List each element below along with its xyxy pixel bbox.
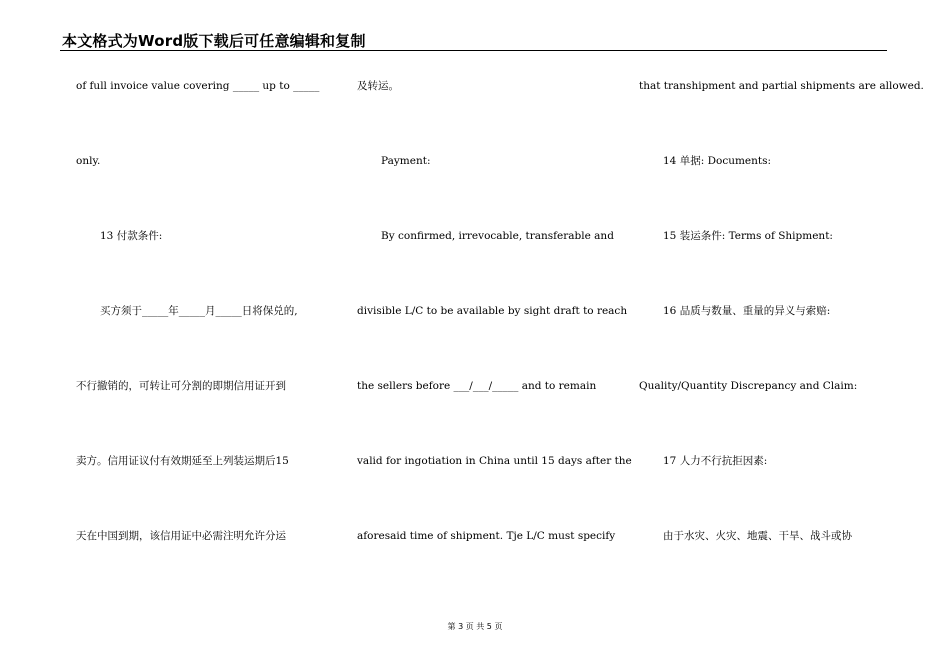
text-line: 买方须于_____年_____月_____日将保兑的, bbox=[100, 305, 298, 317]
text-line: Payment: bbox=[381, 155, 431, 167]
text-line: 及转运。 bbox=[357, 80, 399, 92]
text-line: 15 装运条件: Terms of Shipment: bbox=[663, 230, 833, 242]
text-line: By confirmed, irrevocable, transferable and bbox=[381, 230, 614, 242]
header-divider bbox=[60, 50, 887, 51]
text-line: of full invoice value covering _____ up to _____ bbox=[76, 80, 320, 92]
text-line: that transhipment and partial shipments are allowed. bbox=[639, 80, 924, 92]
text-line: Quality/Quantity Discrepancy and Claim: bbox=[639, 380, 858, 392]
text-line: 天在中国到期，该信用证中必需注明允许分运 bbox=[76, 530, 286, 542]
text-line: the sellers before ___/___/_____ and to remain bbox=[357, 380, 597, 392]
text-line: aforesaid time of shipment. Tje L/C must specify bbox=[357, 530, 616, 542]
document-title: 本文格式为Word版下载后可任意编辑和复制 bbox=[62, 32, 366, 50]
text-line: 16 品质与数量、重量的异义与索赔: bbox=[663, 305, 831, 317]
text-line: 13 付款条件: bbox=[100, 230, 163, 242]
text-line: 14 单据: Documents: bbox=[663, 155, 772, 167]
text-line: valid for ingotiation in China until 15 days after the bbox=[357, 455, 632, 467]
text-line: 17 人力不行抗拒因素: bbox=[663, 455, 768, 467]
text-line: 卖方。信用证议付有效期延至上列装运期后15 bbox=[76, 455, 289, 467]
page-number: 第 3 页 共 5 页 bbox=[447, 622, 503, 631]
text-line: divisible L/C to be available by sight draft to reach bbox=[357, 305, 628, 317]
text-line: 由于水灾、火灾、地震、干旱、战斗或协 bbox=[663, 530, 852, 542]
text-line: 不行撤销的，可转让可分割的即期信用证开到 bbox=[76, 380, 286, 392]
text-line: only. bbox=[76, 155, 101, 167]
